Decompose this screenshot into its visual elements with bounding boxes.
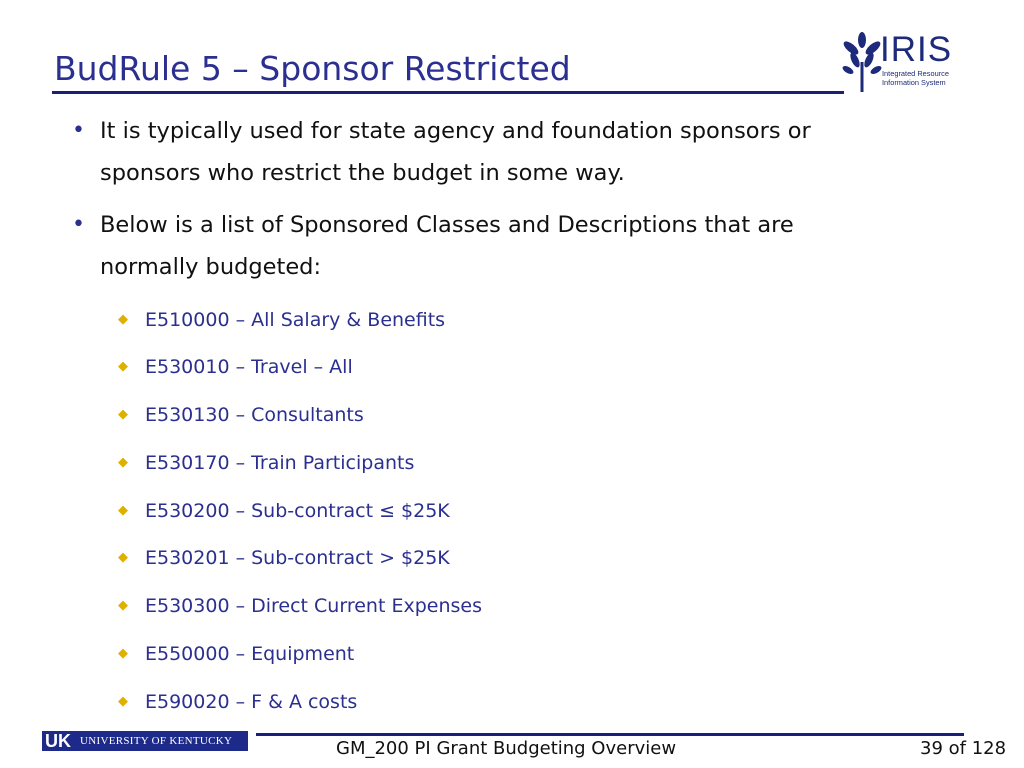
bullet-dot-icon: •: [72, 118, 85, 143]
logo-subtitle-line1: Integrated Resource: [882, 69, 949, 78]
uk-mark: UK: [45, 731, 71, 751]
class-list-text: E530010 – Travel – All: [145, 356, 353, 378]
iris-flower-icon: [842, 32, 882, 94]
bullet-text-line2: sponsors who restrict the budget in some way.: [100, 160, 625, 186]
bullet-item: [72, 110, 932, 194]
logo-subtitle-line2: Information System: [882, 78, 946, 87]
bullet-dot-icon: •: [72, 212, 85, 237]
diamond-bullet-icon: ◆: [118, 550, 128, 565]
page-indicator: 39 of 128: [920, 738, 1007, 759]
class-list-text: E510000 – All Salary & Benefits: [145, 309, 446, 331]
diamond-bullet-icon: ◆: [118, 407, 128, 422]
diamond-bullet-icon: ◆: [118, 646, 128, 661]
class-list-text: E530300 – Direct Current Expenses: [145, 595, 482, 617]
university-name: UNIVERSITY OF KENTUCKY: [80, 735, 233, 747]
class-list-text: E590020 – F & A costs: [145, 691, 358, 713]
class-list-text: E550000 – Equipment: [145, 643, 355, 665]
class-list-text: E530170 – Train Participants: [145, 452, 415, 474]
diamond-bullet-icon: ◆: [118, 694, 128, 709]
class-list-item: [118, 642, 354, 666]
bullet-text-line1: Below is a list of Sponsored Classes and Descriptions that are: [100, 212, 794, 238]
class-list-text: E530130 – Consultants: [145, 404, 364, 426]
diamond-bullet-icon: ◆: [118, 598, 128, 613]
diamond-bullet-icon: ◆: [118, 503, 128, 518]
class-list-item: [118, 451, 414, 475]
bullet-text-line1: It is typically used for state agency and foundation sponsors or: [100, 118, 811, 144]
diamond-bullet-icon: ◆: [118, 312, 128, 327]
bullet-text-line2: normally budgeted:: [100, 254, 322, 280]
class-list-item: [118, 355, 353, 379]
logo-subtitle: [882, 69, 949, 87]
slide-title: BudRule 5 – Sponsor Restricted: [54, 49, 571, 88]
university-logo: [42, 731, 248, 751]
class-list-item: [118, 690, 357, 714]
class-list-item: [118, 594, 482, 618]
class-list-text: E530200 – Sub-contract ≤ $25K: [145, 500, 450, 522]
footer-rule: [256, 733, 964, 736]
bullet-item: [72, 204, 932, 288]
diamond-bullet-icon: ◆: [118, 455, 128, 470]
iris-logo: [842, 30, 952, 96]
class-list-text: E530201 – Sub-contract > $25K: [145, 547, 450, 569]
logo-wordmark: IRIS: [880, 30, 953, 69]
title-underline: [52, 91, 844, 94]
class-list-item: [118, 403, 364, 427]
diamond-bullet-icon: ◆: [118, 359, 128, 374]
class-list-item: [118, 499, 450, 523]
class-list-item: [118, 546, 450, 570]
class-list-item: [118, 308, 445, 332]
footer-course-title: GM_200 PI Grant Budgeting Overview: [336, 738, 677, 759]
